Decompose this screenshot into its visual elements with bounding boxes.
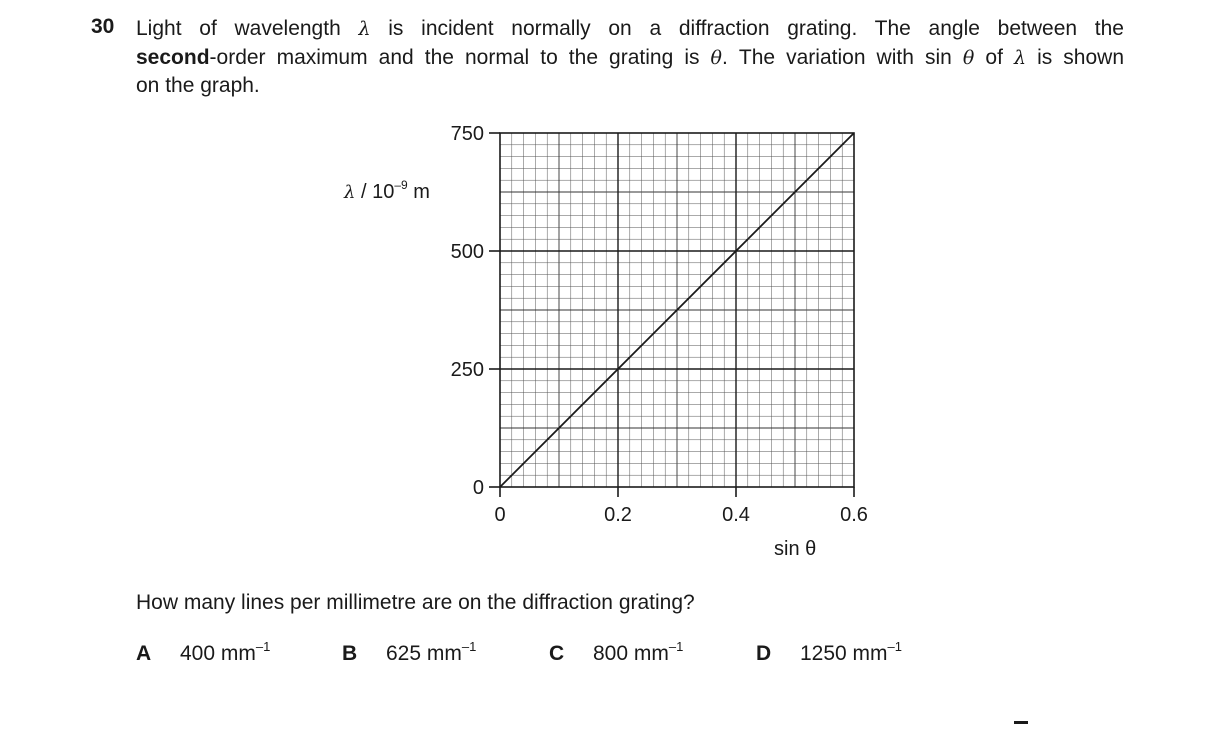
y-tick-label: 750 xyxy=(450,123,484,145)
stem-text: of xyxy=(985,45,1003,69)
y-axis-label-exp: –9 xyxy=(394,178,408,192)
y-axis-lambda: λ xyxy=(344,182,356,203)
stem-text: Light of wavelength xyxy=(136,17,341,40)
theta-symbol: θ xyxy=(962,46,975,69)
lambda-symbol: λ xyxy=(1013,46,1027,69)
question-prompt: How many lines per millimetre are on the diffraction grating? xyxy=(136,591,695,614)
theta-symbol: θ xyxy=(710,46,722,69)
y-tick-label: 0 xyxy=(472,477,484,499)
option-letter: D xyxy=(756,642,772,665)
option-value: 800 mm xyxy=(593,642,669,665)
stem-bold-word: second xyxy=(136,45,210,69)
x-axis-label-text: sin θ xyxy=(774,538,817,560)
lambda-symbol: λ xyxy=(358,18,371,40)
x-tick-label: 0.4 xyxy=(722,504,750,526)
x-tick-label: 0.6 xyxy=(840,504,868,526)
option-exponent: –1 xyxy=(668,639,684,654)
option-c[interactable] xyxy=(549,639,683,666)
option-exponent: –1 xyxy=(461,639,477,654)
y-tick-label: 250 xyxy=(450,359,484,381)
option-exponent: –1 xyxy=(887,639,903,654)
stem-line-3: on the graph. xyxy=(136,74,260,97)
question-number: 30 xyxy=(91,15,115,38)
y-axis-label-unit: m xyxy=(407,181,430,203)
option-value: 400 mm xyxy=(180,642,256,665)
page-mark xyxy=(1014,721,1028,724)
option-letter: B xyxy=(342,642,358,665)
option-b[interactable] xyxy=(342,639,476,666)
option-a[interactable] xyxy=(136,639,270,666)
option-letter: A xyxy=(136,642,152,665)
option-letter: C xyxy=(549,642,565,665)
stem-text: . The variation with sin xyxy=(722,45,952,69)
x-axis-label xyxy=(774,538,816,560)
stem-text: is shown xyxy=(1037,45,1124,69)
stem-text: -order maximum and the normal to the grating is xyxy=(209,45,700,69)
option-exponent: –1 xyxy=(255,639,271,654)
option-value: 1250 mm xyxy=(800,642,888,665)
y-axis-label xyxy=(343,178,430,203)
y-tick-label: 500 xyxy=(450,241,484,263)
x-tick-label: 0.2 xyxy=(604,504,632,526)
y-axis-label-text: / 10 xyxy=(355,181,395,203)
x-tick-label: 0 xyxy=(494,504,506,526)
tick-labels xyxy=(451,123,868,526)
option-d[interactable] xyxy=(756,639,902,666)
stem-text: is incident normally on a diffraction grating. The angle between the xyxy=(388,17,1124,40)
option-value: 625 mm xyxy=(386,642,462,665)
